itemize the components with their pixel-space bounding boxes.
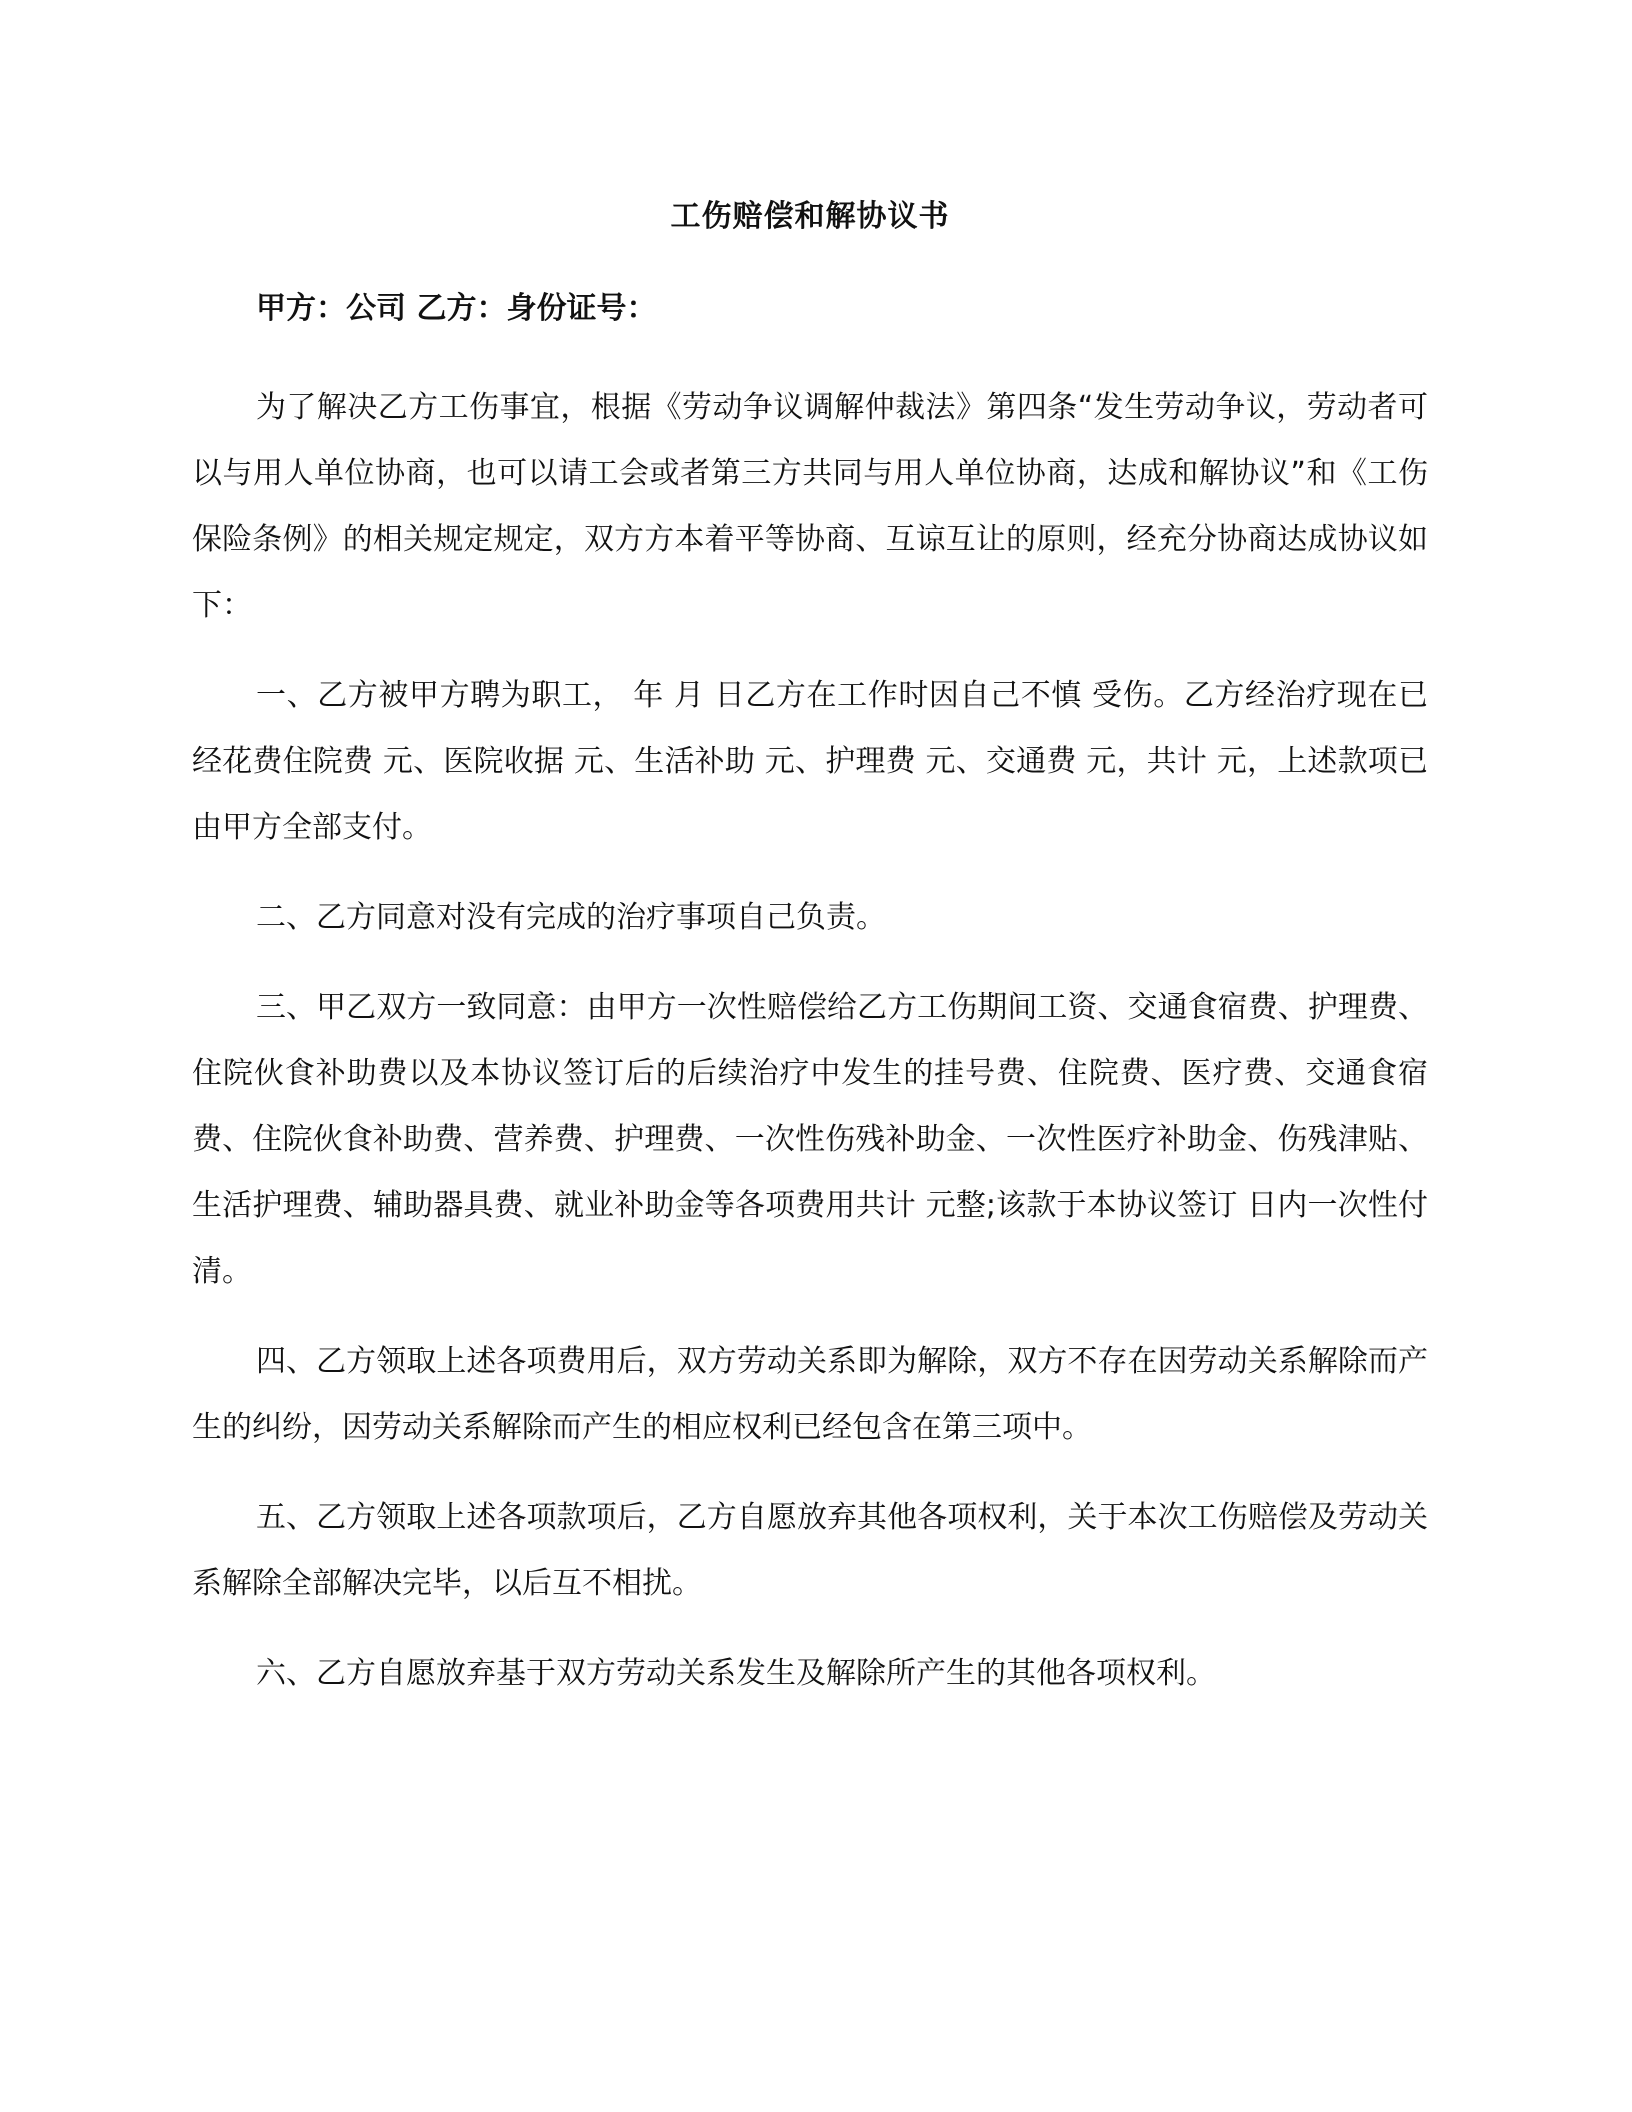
clause-4: 四、乙方领取上述各项费用后，双方劳动关系即为解除，双方不存在因劳动关系解除而产生的纠纷，因劳动关系解除而产生的相应权利已经包含在第三项中。 [192,1344,1428,1445]
clause-2: 二、乙方同意对没有完成的治疗事项自己负责。 [256,900,886,935]
clause-3: 三、甲乙双方一致同意：由甲方一次性赔偿给乙方工伤期间工资、交通食宿费、护理费、住院伙食补助费以及本协议签订后的后续治疗中发生的挂号费、住院费、医疗费、交通食宿费、住院伙食补助费、营养费、护理费、一次性伤残补助金、一次性医疗补助金、伤残津贴、生活护理费、辅助器具费、就业补助金等各项费用共计 元整;该款于本协议签订 日内一次性付清。 [192,990,1428,1289]
parties-line: 甲方：公司 乙方：身份证号： [256,291,657,326]
clause-5: 五、乙方领取上述各项款项后，乙方自愿放弃其他各项权利，关于本次工伤赔偿及劳动关系解除全部解决完毕，以后互不相扰。 [192,1500,1428,1601]
document-title: 工伤赔偿和解协议书 [670,199,950,234]
intro-paragraph: 为了解决乙方工伤事宜，根据《劳动争议调解仲裁法》第四条“发生劳动争议，劳动者可以与用人单位协商，也可以请工会或者第三方共同与用人单位协商，达成和解协议”和《工伤保险条例》的相关规定规定，双方方本着平等协商、互谅互让的原则，经充分协商达成协议如下： [192,390,1428,623]
document-body [192,195,1428,1731]
clause-6: 六、乙方自愿放弃基于双方劳动关系发生及解除所产生的其他各项权利。 [256,1656,1216,1691]
clause-1: 一、乙方被甲方聘为职工， 年 月 日乙方在工作时因自己不慎 受伤。乙方经治疗现在已经花费住院费 元、医院收据 元、生活补助 元、护理费 元、交通费 元，共计 元，上述款项已由甲方全部支付。 [192,678,1428,845]
